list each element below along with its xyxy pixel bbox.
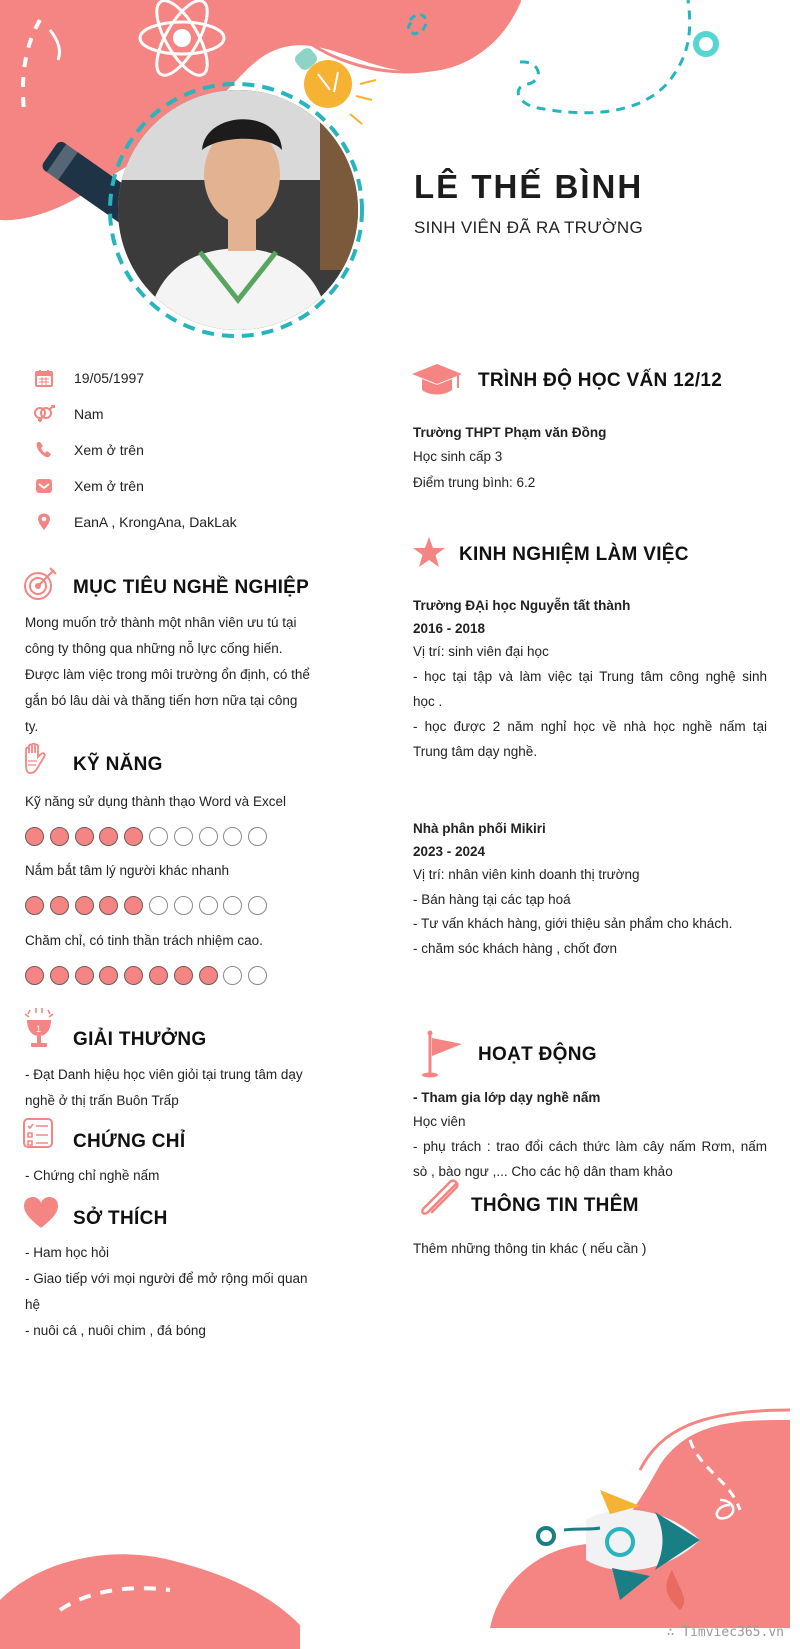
rating-dot-filled — [50, 827, 69, 846]
rating-dot-filled — [124, 827, 143, 846]
skill-name: Chăm chỉ, có tinh thần trách nhiệm cao. — [25, 933, 263, 948]
objective-text: Mong muốn trở thành một nhân viên ưu tú tại công ty thông qua những nỗ lực cống hiến. Được làm việc trong môi trường ổn định, có thể gắn bó lâu dài và thăng tiến hơn nữa tại công ty. — [25, 615, 310, 734]
certificate-list-icon — [22, 1117, 54, 1149]
contact-phone — [26, 437, 326, 463]
contact-email — [26, 473, 326, 499]
certificates-text: - Chứng chỉ nghề nấm — [25, 1168, 160, 1183]
education-school: Trường THPT Phạm văn Đồng — [413, 425, 607, 440]
experience-company: Trường ĐẠi học Nguyễn tất thành — [413, 598, 631, 613]
paperclip-icon — [416, 1178, 464, 1222]
rating-dot-filled — [75, 966, 94, 985]
rating-dot-empty — [149, 827, 168, 846]
contact-birthdate — [26, 365, 326, 391]
rating-dot-empty — [248, 966, 267, 985]
rating-dot-filled — [50, 896, 69, 915]
rating-dot-filled — [124, 896, 143, 915]
rating-dot-empty — [149, 896, 168, 915]
location-pin-icon — [26, 513, 62, 531]
hobbies-text: - Ham học hỏi - Giao tiếp với mọi người để mở rộng mối quan hệ - nuôi cá , nuôi chim , đá bóng — [25, 1245, 308, 1338]
hobbies-heading: SỞ THÍCH — [73, 1208, 168, 1229]
additional-text: Thêm những thông tin khác ( nếu cần ) — [413, 1241, 647, 1256]
candidate-title: SINH VIÊN ĐÃ RA TRƯỜNG — [414, 218, 644, 237]
contact-text: Xem ở trên — [74, 478, 144, 494]
rating-dot-empty — [174, 896, 193, 915]
experience-period: 2016 - 2018 — [413, 621, 486, 636]
rating-dot-empty — [223, 827, 242, 846]
rating-dot-filled — [124, 966, 143, 985]
skill-rating — [25, 896, 267, 915]
certificates-heading: CHỨNG CHỈ — [73, 1131, 186, 1152]
experience-item: Trường ĐẠi học Nguyễn tất thành 2016 - 2018 Vị trí: sinh viên đại học - học tại tập và làm việc tại Trung tâm công nghệ sinh học . - học được 2 năm nghỉ học về nhà học nghề nấm tại Trung tâm dạy nghề. — [413, 594, 767, 764]
header-decoration — [0, 0, 800, 360]
objective-heading: MỤC TIÊU NGHỀ NGHIỆP — [73, 577, 310, 598]
calendar-icon — [26, 369, 62, 387]
rating-dot-filled — [99, 896, 118, 915]
contact-text: Nam — [74, 406, 104, 422]
activity-title: - Tham gia lớp dạy nghề nấm — [413, 1090, 601, 1105]
contact-gender — [26, 401, 326, 427]
heart-icon — [22, 1196, 60, 1230]
candidate-name: LÊ THẾ BÌNH — [414, 168, 644, 205]
rating-dot-empty — [174, 827, 193, 846]
skills-heading: KỸ NĂNG — [73, 754, 163, 775]
gender-icon — [26, 405, 62, 423]
graduation-cap-icon — [410, 362, 464, 398]
activities-heading: HOẠT ĐỘNG — [478, 1044, 597, 1065]
flag-icon — [420, 1030, 464, 1078]
rating-dot-empty — [248, 827, 267, 846]
activity-item: - Tham gia lớp dạy nghề nấm Học viên - phụ trách : trao đổi cách thức làm cây nấm Rơm, nấm sò , bào ngư ,... Cho các hộ dân tham khảo — [413, 1086, 767, 1184]
rating-dot-empty — [223, 896, 242, 915]
rating-dot-filled — [199, 966, 218, 985]
rating-dot-filled — [174, 966, 193, 985]
rating-dot-filled — [50, 966, 69, 985]
education-details: Học sinh cấp 3 Điểm trung bình: 6.2 — [413, 449, 536, 490]
rating-dot-empty — [199, 896, 218, 915]
rating-dot-empty — [248, 896, 267, 915]
experience-heading: KINH NGHIỆM LÀM VIỆC — [459, 544, 689, 565]
rating-dot-filled — [25, 966, 44, 985]
rating-dot-filled — [75, 896, 94, 915]
experience-period: 2023 - 2024 — [413, 844, 486, 859]
education-heading: TRÌNH ĐỘ HỌC VẤN 12/12 — [478, 370, 723, 391]
awards-heading: GIẢI THƯỞNG — [73, 1029, 207, 1050]
rating-dot-filled — [75, 827, 94, 846]
contact-text: EanA , KrongAna, DakLak — [74, 514, 237, 530]
target-icon — [22, 566, 58, 602]
rating-dot-filled — [149, 966, 168, 985]
watermark: ∴ Timviec365.vn — [666, 1625, 784, 1640]
skill-name: Kỹ năng sử dụng thành thạo Word và Excel — [25, 794, 286, 809]
svg-text:1: 1 — [36, 1024, 42, 1034]
email-icon — [26, 477, 62, 495]
awards-text: - Đạt Danh hiệu học viên giỏi tại trung tâm dạy nghề ở thị trấn Buôn Trấp — [25, 1067, 303, 1108]
contact-text: Xem ở trên — [74, 442, 144, 458]
experience-item: Nhà phân phối Mikiri 2023 - 2024 Vị trí: nhân viên kinh doanh thị trường - Bán hàng tại các tạp hoá - Tư vấn khách hàng, giới thiệu sản phẩm cho khách. - chăm sóc khách hàng , chốt đơn — [413, 817, 767, 961]
experience-company: Nhà phân phối Mikiri — [413, 821, 546, 836]
contact-address — [26, 509, 326, 535]
rating-dot-empty — [199, 827, 218, 846]
star-icon — [412, 536, 446, 570]
footer-decoration — [0, 1390, 800, 1649]
rating-dot-filled — [25, 827, 44, 846]
phone-icon — [26, 441, 62, 459]
skill-rating — [25, 827, 267, 846]
trophy-icon — [22, 1008, 56, 1050]
skill-rating — [25, 966, 267, 985]
contact-text: 19/05/1997 — [74, 370, 145, 386]
rating-dot-empty — [223, 966, 242, 985]
rating-dot-filled — [99, 966, 118, 985]
additional-heading: THÔNG TIN THÊM — [471, 1195, 639, 1216]
skill-name: Nắm bắt tâm lý người khác nhanh — [25, 863, 229, 878]
hand-icon — [22, 743, 48, 775]
rating-dot-filled — [25, 896, 44, 915]
rating-dot-filled — [99, 827, 118, 846]
